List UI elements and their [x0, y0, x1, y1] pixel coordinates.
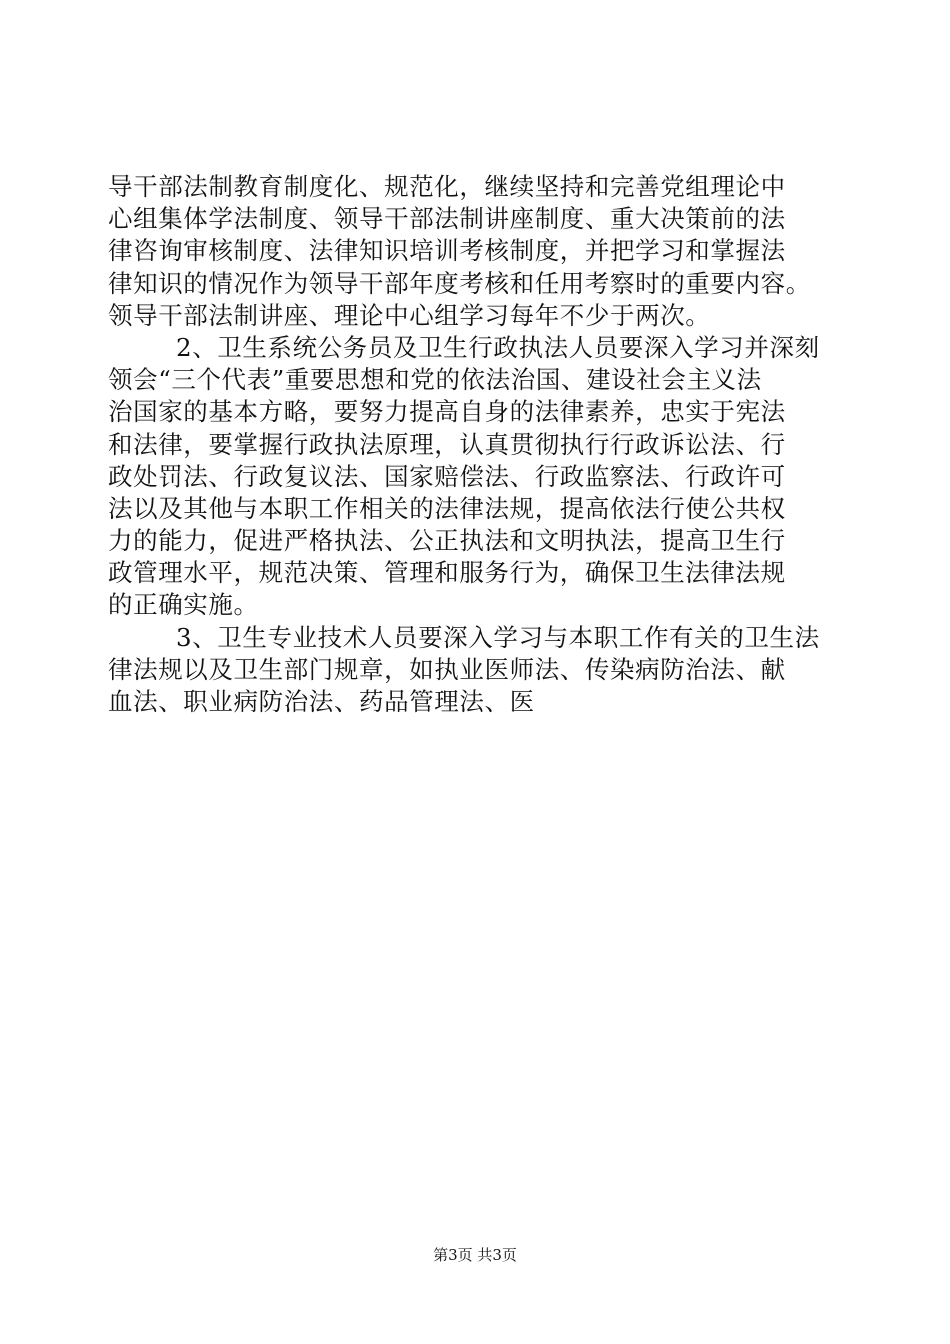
page-number-footer: 第3页 共3页 — [433, 1246, 517, 1264]
body-line: 律法规以及卫生部门规章，如执业医师法、传染病防治法、献 — [108, 654, 786, 684]
body-line: 的正确实施。 — [108, 590, 259, 620]
paragraph-2-first-line: 2、卫生系统公务员及卫生行政执法人员要深入学习并深刻 — [176, 332, 820, 362]
paragraph-3-first-line: 3、卫生专业技术人员要深入学习与本职工作有关的卫生法 — [176, 622, 820, 652]
body-line: 领会“三个代表”重要思想和党的依法治国、建设社会主义法 — [108, 365, 762, 395]
body-line: 血法、职业病防治法、药品管理法、医 — [108, 687, 535, 716]
body-line: 法以及其他与本职工作相关的法律法规，提高依法行使公共权 — [108, 493, 786, 523]
body-line: 律知识的情况作为领导干部年度考核和任用考察时的重要内容。 — [108, 268, 811, 298]
body-line: 政处罚法、行政复议法、国家赔偿法、行政监察法、行政许可 — [108, 461, 786, 491]
body-line: 律咨询审核制度、法律知识培训考核制度，并把学习和掌握法 — [108, 236, 786, 266]
body-line: 政管理水平，规范决策、管理和服务行为，确保卫生法律法规 — [108, 558, 786, 588]
body-line: 领导干部法制讲座、理论中心组学习每年不少于两次。 — [108, 300, 711, 330]
body-line: 心组集体学法制度、领导干部法制讲座制度、重大决策前的法 — [108, 204, 786, 234]
body-line: 和法律，要掌握行政执法原理，认真贯彻执行行政诉讼法、行 — [108, 429, 786, 459]
body-line: 导干部法制教育制度化、规范化，继续坚持和完善党组理论中 — [108, 172, 786, 201]
body-line: 力的能力，促进严格执法、公正执法和文明执法，提高卫生行 — [108, 526, 786, 556]
body-line: 治国家的基本方略，要努力提高自身的法律素养，忠实于宪法 — [108, 397, 786, 427]
document-body — [108, 171, 843, 718]
